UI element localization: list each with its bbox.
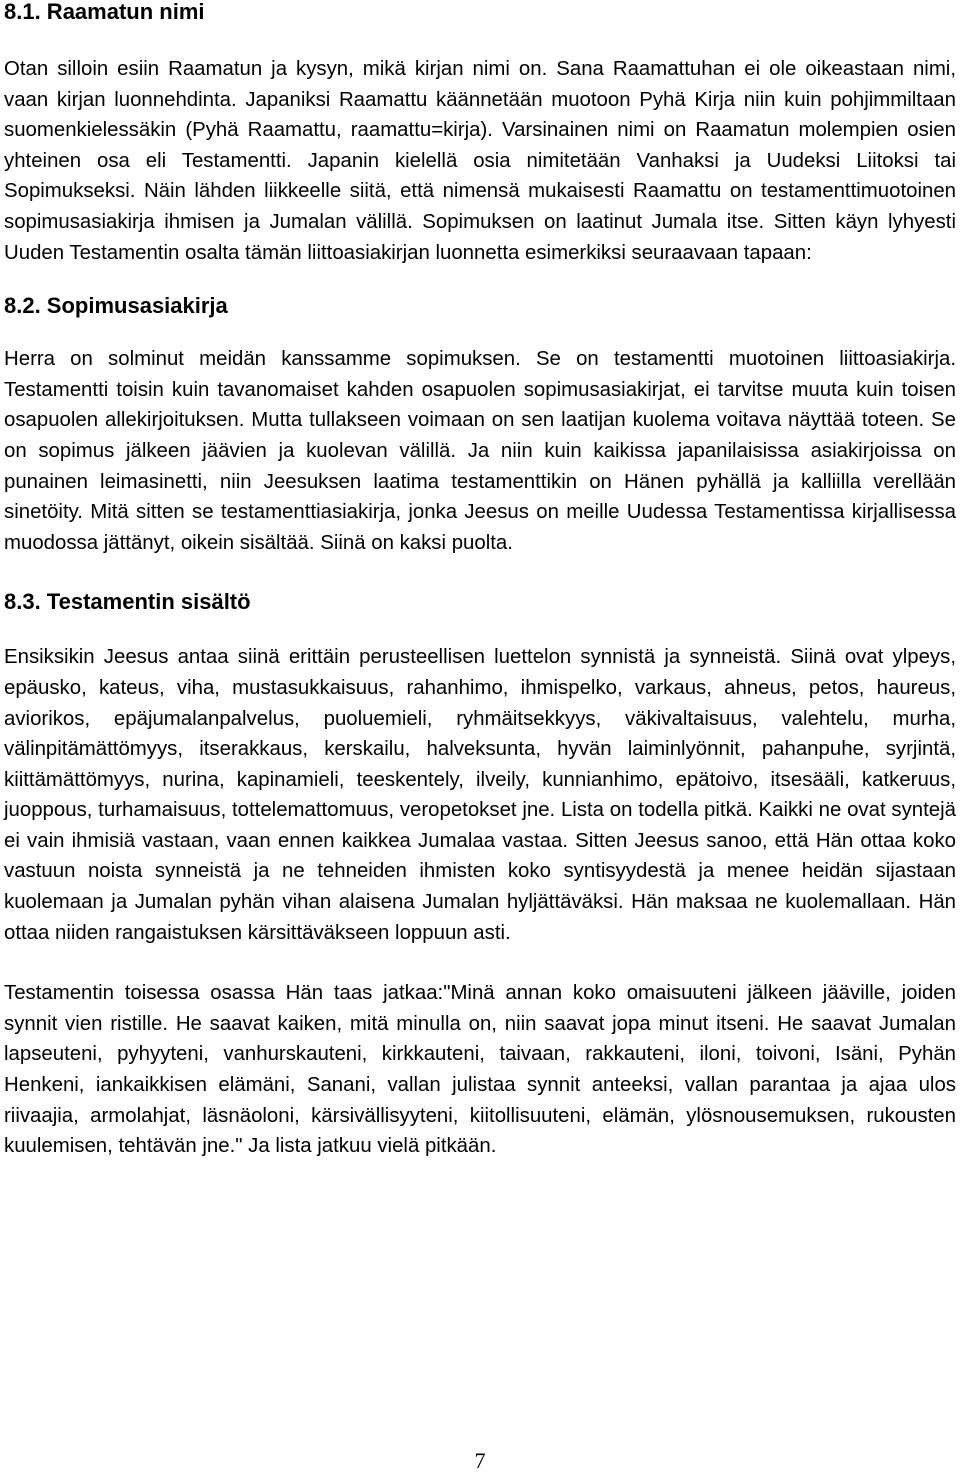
document-body [4,0,956,1162]
section-heading-raamatun-nimi: 8.1. Raamatun nimi [4,0,205,24]
paragraph-testamentin-sisalto-2: Testamentin toisessa osassa Hän taas jatkaa:"Minä annan koko omaisuuteni jälkeen jääville, joiden synnit vien ristille. He saavat kaiken, mitä minulla on, niin saavat jopa minut itseni. He saavat Jumalan lapseuteni, pyhyyteni, vanhurskauteni, kirkkauteni, taivaan, rakkauteni, iloni, toivoni, Isäni, Pyhän Henkeni, iankaikkisen elämäni, Sanani, vallan julistaa synnit anteeksi, vallan parantaa ja ajaa ulos riivaajia, armolahjat, läsnäoloni, kärsivällisyyteni, kiitollisuuteni, elämän, ylösnousemuksen, rukousten kuulemisen, tehtävän jne." Ja lista jatkuu vielä pitkään. [4,982,956,1158]
section-heading-sopimusasiakirja: 8.2. Sopimusasiakirja [4,293,228,319]
paragraph-sopimusasiakirja: Herra on solminut meidän kanssamme sopimuksen. Se on testamentti muotoinen liittoasiakirja. Testamentti toisin kuin tavanomaiset kahden osapuolen sopimusasiakirjat, ei tarvitse muuta kuin toisen osapuolen allekirjoituksen. Mutta tullakseen voimaan on sen laatijan kuolema voitava näyttää toteen. Se on sopimus jälkeen jäävien ja kuolevan välillä. Ja niin kuin kaikissa japanilaisissa asiakirjoissa on punainen leimasinetti, niin Jeesuksen laatima testamenttikin on Hänen pyhällä ja kalliilla verellään sinetöity. Mitä sitten se testamenttiasiakirja, jonka Jeesus on meille Uudessa Testamentissa kirjallisessa muodossa jättänyt, oikein sisältää. Siinä on kaksi puolta. [4,348,956,554]
paragraph-testamentin-sisalto-1: Ensiksikin Jeesus antaa siinä erittäin perusteellisen luettelon synnistä ja synneistä. Siinä ovat ylpeys, epäusko, kateus, viha, mustasukkaisuus, rahanhimo, ihmispelko, varkaus, ahneus, petos, haureus, aviorikos, epäjumalanpalvelus, puoluemieli, ryhmäitsekkyys, väkivaltaisuus, valehtelu, murha, välinpitämättömyys, itserakkaus, kerskailu, halveksunta, hyvän laiminlyönnit, pahanpuhe, syrjintä, kiittämättömyys, nurina, kapinamieli, teeskentely, ilveily, kunnianhimo, epätoivo, itsesääli, katkeruus, juoppous, turhamaisuus, tottelemattomuus, veropetokset jne. Lista on todella pitkä. Kaikki ne ovat syntejä ei vain ihmisiä vastaan, vaan ennen kaikkea Jumalaa vastaa. Sitten Jeesus sanoo, että Hän ottaa koko vastuun noista synneistä ja ne tehneiden ihmisten koko syntisyydestä ja menee heidän sijastaan kuolemaan ja Jumalan pyhän vihan alaisena Jumalan hyljättäväksi. Hän maksaa ne kuolemallaan. Hän ottaa niiden rangaistuksen kärsittäväkseen loppuun asti. [4,646,956,944]
section-heading-testamentin-sisalto: 8.3. Testamentin sisältö [4,589,251,615]
paragraph-raamatun-nimi: Otan silloin esiin Raamatun ja kysyn, mikä kirjan nimi on. Sana Raamattuhan ei ole oikeastaan nimi, vaan kirjan luonnehdinta. Japaniksi Raamattu käännetään muotoon Pyhä Kirja niin kuin pohjimmiltaan suomenkielessäkin (Pyhä Raamattu, raamattu=kirja). Varsinainen nimi on Raamatun molempien osien yhteinen osa eli Testamentti. Japanin kielellä osia nimitetään Vanhaksi ja Uudeksi Liitoksi tai Sopimukseksi. Näin lähden liikkeelle siitä, että nimensä mukaisesti Raamattu on testamenttimuotoinen sopimusasiakirja ihmisen ja Jumalan välillä. Sopimuksen on laatinut Jumala itse. Sitten käyn lyhyesti Uuden Testamentin osalta tämän liittoasiakirjan luonnetta esimerkiksi seuraavaan tapaan: [4,58,956,264]
page-number: 7 [474,1448,486,1473]
